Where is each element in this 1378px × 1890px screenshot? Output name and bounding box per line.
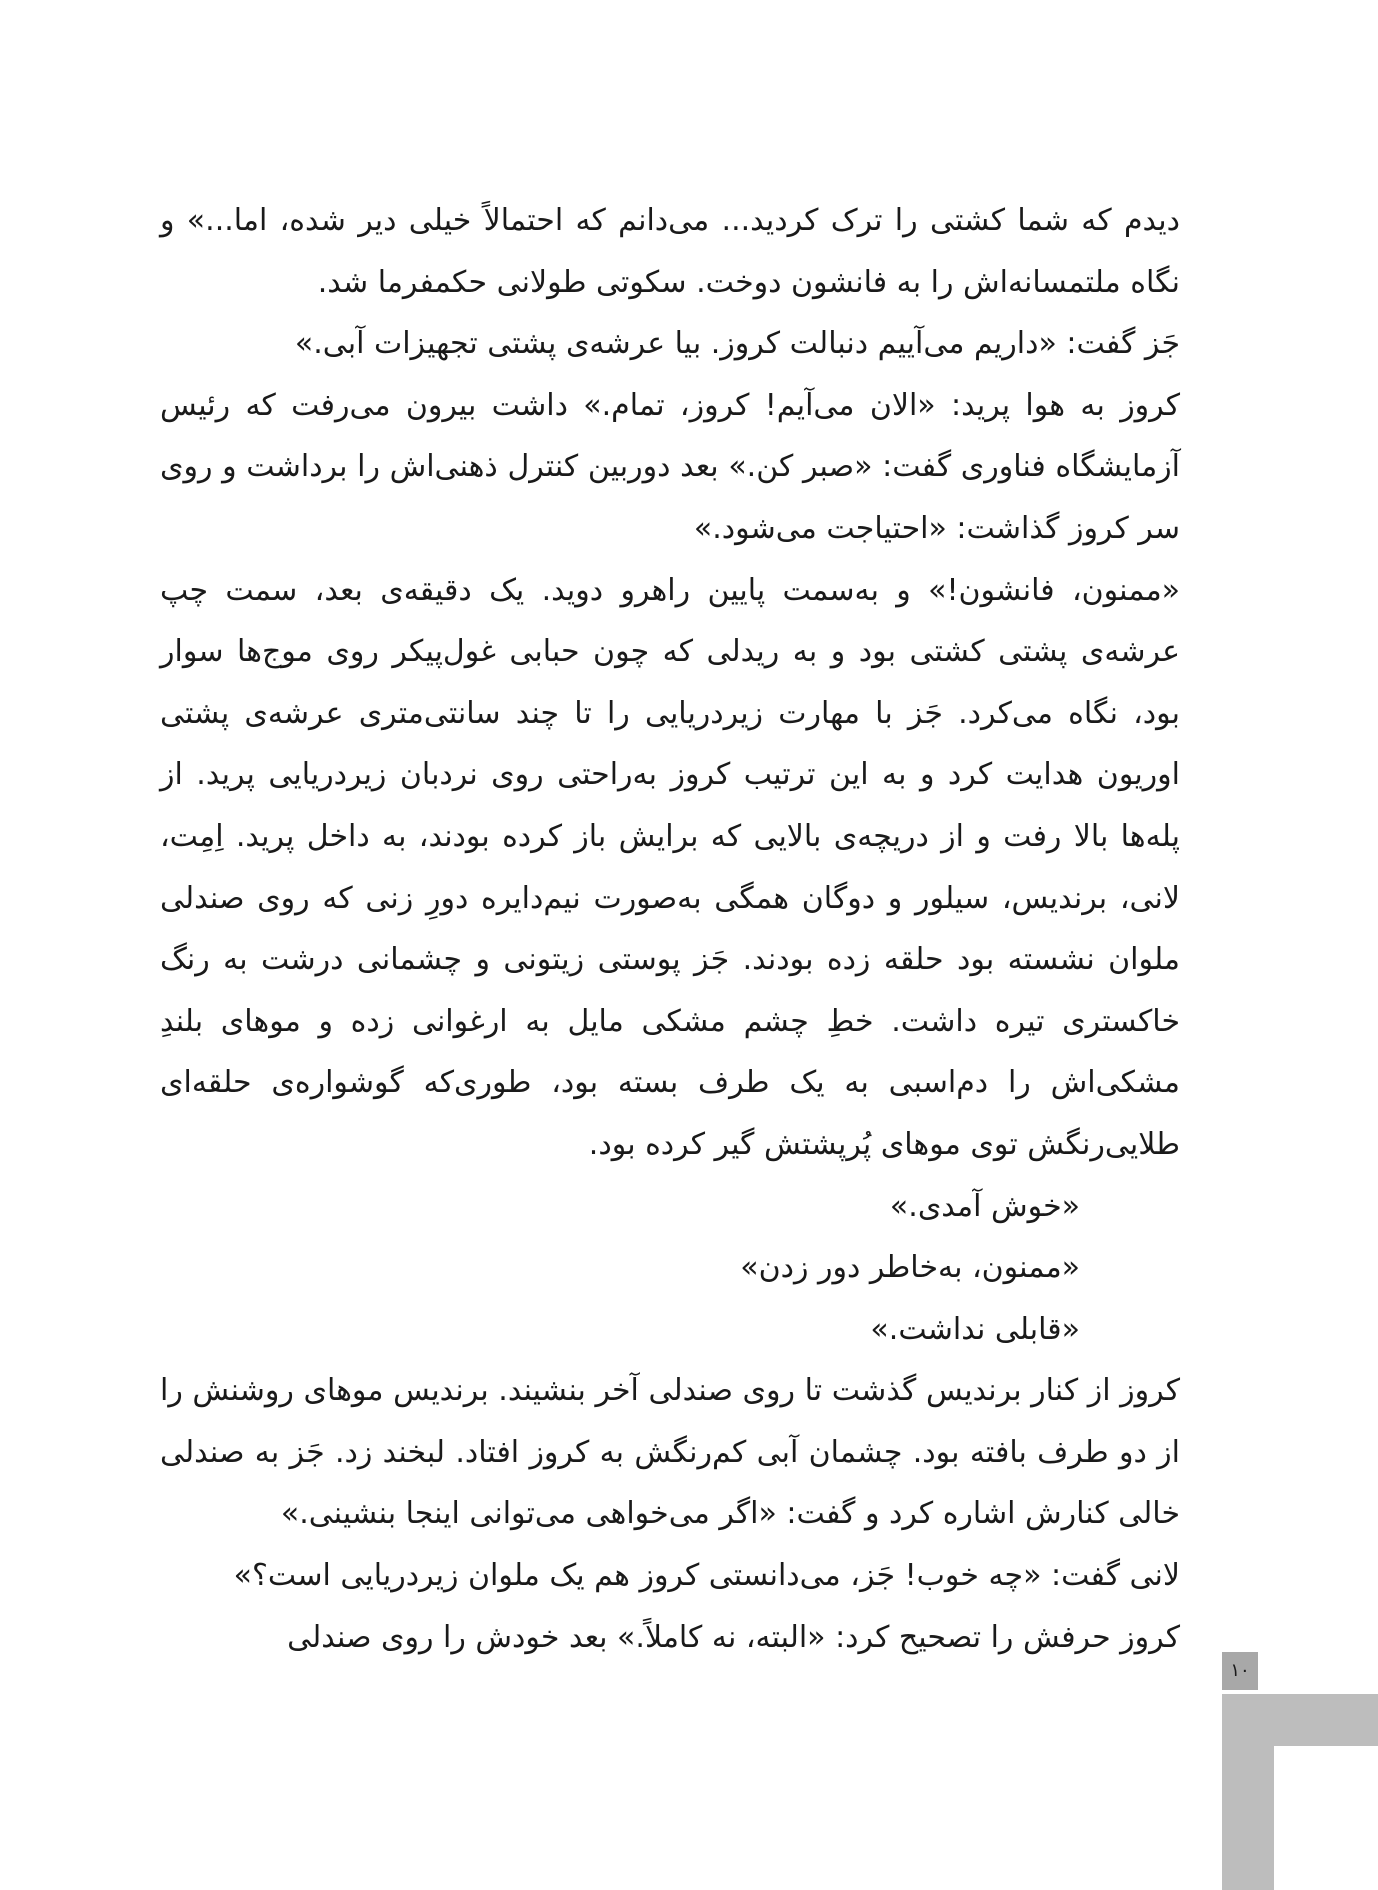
page-number: ۱۰ [1222,1652,1258,1690]
dialog-line-1: «خوش آمدی.» [889,1188,1080,1224]
dialog-line-3: «قابلی نداشت.» [870,1311,1080,1347]
paragraph-7: کروز حرفش را تصحیح کرد: «البته، نه کاملاً.» بعد خودش را روی صندلی [287,1619,1180,1655]
page-body-text [160,190,1180,1668]
paragraph-5: کروز از کنار برندیس گذشت تا روی صندلی آخر بنشیند. برندیس موهای روشنش را از دو طرف بافته بود. چشمان آبی کم‌رنگش به کروز افتاد. لبخند زد. جَز به صندلی خالی کنارش اشاره کرد و گفت: «اگر می‌خواهی می‌توانی اینجا بنشینی.» [160,1373,1180,1532]
paragraph-3: کروز به هوا پرید: «الان می‌آیم! کروز، تمام.» داشت بیرون می‌رفت که رئیس آزمایشگاه فناوری گفت: «صبر کن.» بعد دوربین کنترل ذهنی‌اش را برداشت و روی سر کروز گذاشت: «احتیاجت می‌شود.» [160,387,1180,546]
paragraph-6: لانی گفت: «چه خوب! جَز، می‌دانستی کروز هم یک ملوان زیردریایی است؟» [233,1558,1180,1594]
paragraph-1: دیدم که شما کشتی را ترک کردید... می‌دانم که احتمالاً خیلی دیر شده، اما...» و نگاه ملتمسانه‌اش را به فانشون دوخت. سکوتی طولانی حکمفرما شد. [160,203,1180,300]
paragraph-4: «ممنون، فانشون!» و به‌سمت پایین راهرو دوید. یک دقیقه‌ی بعد، سمت چپ عرشه‌ی پشتی کشتی بود و به ریدلی که چون حبابی غول‌پیکر روی موج‌ها سوار بود، نگاه می‌کرد. جَز با مهارت زیردریایی را تا چند سانتی‌متری عرشه‌ی پشتی اوریون هدایت کرد و به این ترتیب کروز به‌راحتی روی نردبان زیردریایی پرید. از پله‌ها بالا رفت و از دریچه‌ی بالایی که برایش باز کرده بودند، به داخل پرید. اِمِت، لانی، برندیس، سیلور و دوگان همگی به‌صورت نیم‌دایره دورِ زنی که روی صندلی ملوان نشسته بود حلقه زده بودند. جَز پوستی زیتونی و چشمانی درشت به رنگ خاکستری تیره داشت. خطِ چشم مشکی مایل به ارغوانی زده و موهای بلندِ مشکی‌اش را دم‌اسبی به یک طرف بسته بود، طوری‌که گوشواره‌ی حلقه‌ای طلایی‌رنگش توی موهای پُرپشتش گیر کرده بود. [160,572,1180,1162]
paragraph-2: جَز گفت: «داریم می‌آییم دنبالت کروز. بیا عرشه‌ی پشتی تجهیزات آبی.» [294,326,1180,362]
corner-decoration-side [1222,1694,1274,1890]
dialog-line-2: «ممنون، به‌خاطر دور زدن» [740,1250,1080,1286]
